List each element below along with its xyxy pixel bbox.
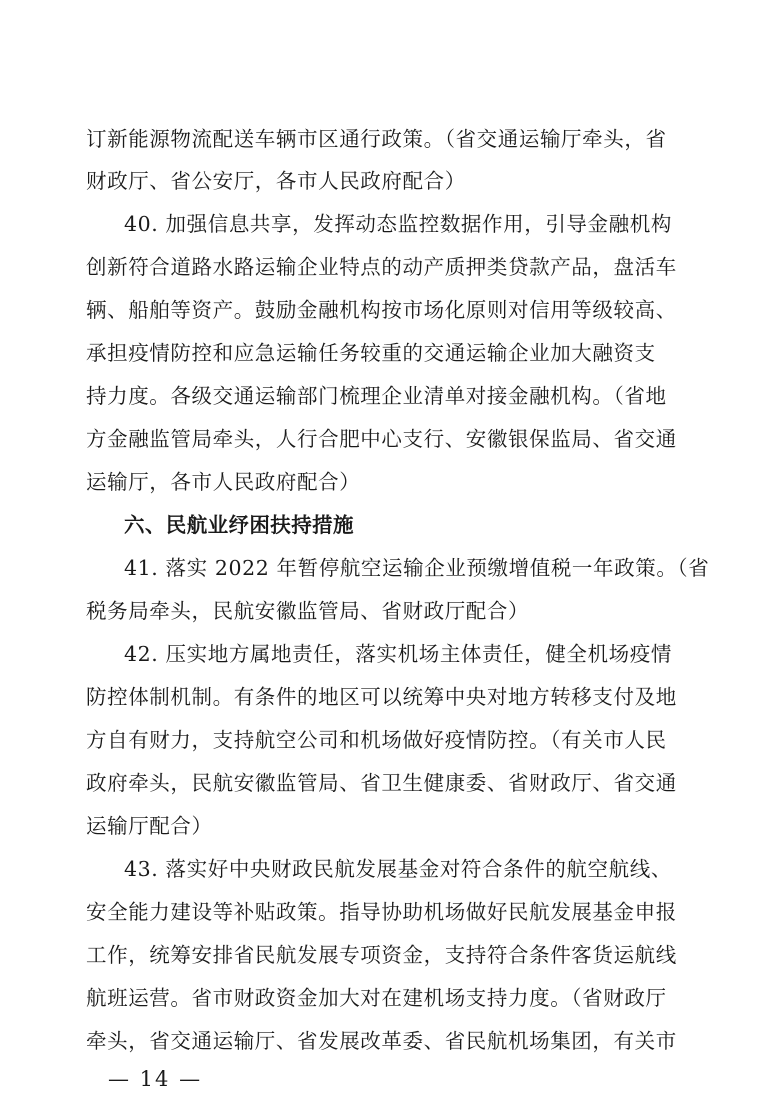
text-line: 工作，统筹安排省民航发展专项资金，支持符合条件客货运航线	[86, 943, 677, 967]
paragraph-42-start: 42. 压实地方属地责任，落实机场主体责任，健全机场疫情	[124, 642, 672, 666]
text-line: 安全能力建设等补贴政策。指导协助机场做好民航发展基金申报	[86, 900, 677, 924]
section-heading: 六、民航业纾困扶持措施	[124, 513, 354, 537]
text-line: 防控体制机制。有条件的地区可以统筹中央对地方转移支付及地	[86, 685, 677, 709]
text-line: 方金融监管局牵头，人行合肥中心支行、安徽银保监局、省交通	[86, 427, 677, 451]
text-line: 财政厅、省公安厅，各市人民政府配合）	[86, 169, 466, 193]
text-line: 牵头，省交通运输厅、省发展改革委、省民航机场集团，有关市	[86, 1029, 677, 1053]
text-line: 承担疫情防控和应急运输任务较重的交通运输企业加大融资支	[86, 341, 656, 365]
paragraph-41-start: 41. 落实 2022 年暂停航空运输企业预缴增值税一年政策。（省	[124, 556, 710, 580]
text-line: 运输厅，各市人民政府配合）	[86, 470, 361, 494]
text-line: 方自有财力，支持航空公司和机场做好疫情防控。（有关市人民	[86, 728, 667, 752]
paragraph-43-start: 43. 落实好中央财政民航发展基金对符合条件的航空航线、	[124, 857, 672, 881]
page-number: — 14 —	[108, 1067, 203, 1091]
text-line: 创新符合道路水路运输企业特点的动产质押类贷款产品，盘活车	[86, 255, 677, 279]
text-line: 持力度。各级交通运输部门梳理企业清单对接金融机构。（省地	[86, 384, 667, 408]
text-line: 订新能源物流配送车辆市区通行政策。（省交通运输厅牵头，省	[86, 127, 667, 151]
text-line: 航班运营。省市财政资金加大对在建机场支持力度。（省财政厅	[86, 986, 667, 1010]
text-line: 运输厅配合）	[86, 814, 213, 838]
text-line: 政府牵头，民航安徽监管局、省卫生健康委、省财政厅、省交通	[86, 771, 677, 795]
text-line: 辆、船舶等资产。鼓励金融机构按市场化原则对信用等级较高、	[86, 298, 677, 322]
paragraph-40-start: 40. 加强信息共享，发挥动态监控数据作用，引导金融机构	[124, 212, 672, 236]
text-line: 税务局牵头，民航安徽监管局、省财政厅配合）	[86, 599, 530, 623]
